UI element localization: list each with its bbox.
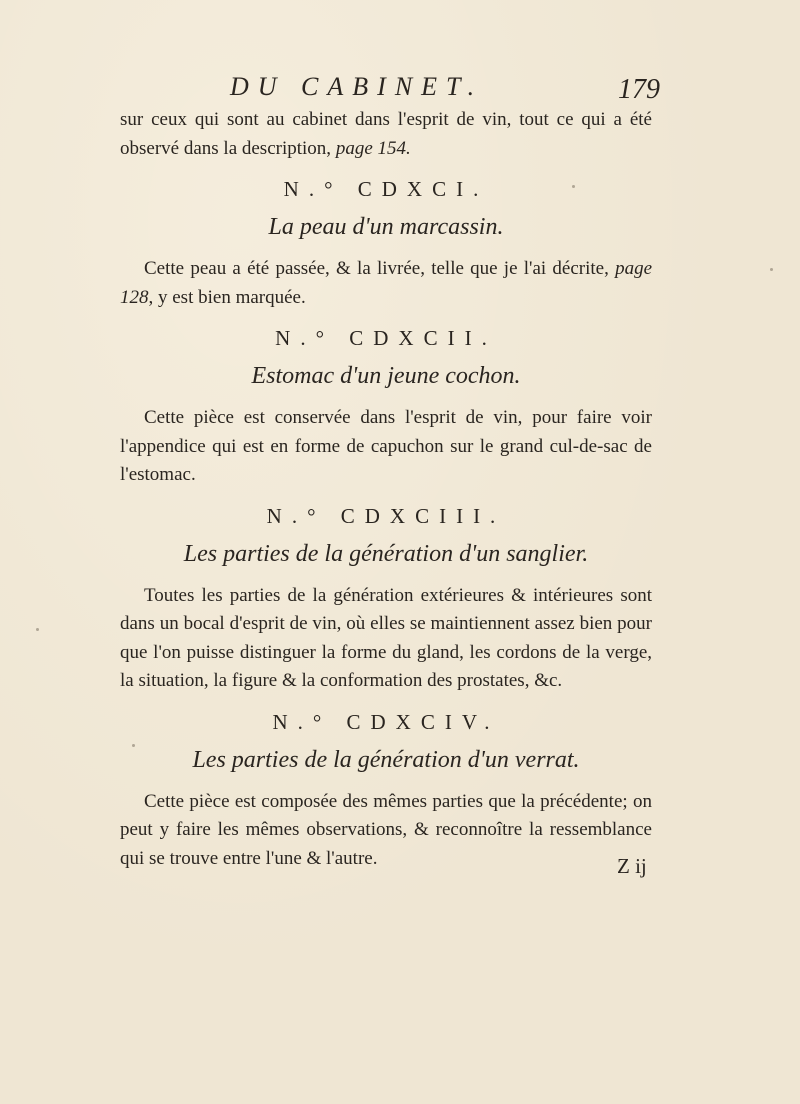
page-number: 179 — [618, 74, 660, 105]
paper-speck — [572, 185, 575, 188]
running-head: DU CABINET. — [230, 72, 484, 101]
intro-text: sur ceux qui sont au cabinet dans l'esprit de vin, tout ce qui a été observé dans la description, — [120, 109, 652, 159]
entry-494 — [120, 710, 652, 874]
entry-number: N.° CDXCIV. — [272, 709, 500, 734]
page-body — [120, 106, 652, 878]
entry-title: Les parties de la génération d'un verrat. — [192, 746, 580, 773]
signature-mark: Z ij — [617, 854, 647, 878]
entry-title: Estomac d'un jeune cochon. — [251, 363, 521, 389]
entry-title: La peau d'un marcassin. — [268, 214, 504, 240]
page-header — [230, 70, 660, 110]
entry-text — [120, 255, 652, 312]
entry-number: N.° CDXCIII. — [266, 503, 506, 528]
paper-speck — [132, 744, 135, 747]
entry-page-ref: page 128 — [120, 258, 652, 308]
entry-text-part: , y est bien marquée. — [148, 286, 306, 308]
entry-493 — [120, 504, 652, 696]
entry-text: Cette pièce est conservée dans l'esprit de vin, pour faire voir l'appendice qui est en forme de capuchon sur le grand cul-de-sac de l'estomac. — [120, 407, 652, 485]
paper-speck — [770, 268, 773, 271]
intro-page-ref: page 154. — [335, 137, 411, 159]
paper-speck — [36, 628, 39, 631]
intro-paragraph — [120, 106, 652, 163]
entry-text-part: Cette peau a été passée, & la livrée, telle que je l'ai décrite, — [144, 258, 616, 279]
entry-491 — [120, 177, 652, 312]
entry-text: Cette pièce est composée des mêmes parties que la précédente; on peut y faire les mêmes observations, & reconnoître la ressemblance qui se trouve entre l'une & l'autre. — [120, 790, 652, 869]
entry-number: N.° CDXCII. — [275, 326, 497, 350]
entry-text: Toutes les parties de la génération extérieures & intérieures sont dans un bocal d'esprit de vin, où elles se maintiennent assez bien pour que l'on puisse distinguer la forme du gland, les cordons de la verge, la situation, la figure & la conformation des prostates, &c. — [120, 584, 652, 691]
entry-number: N.° CDXCI. — [283, 177, 489, 201]
entry-492 — [120, 326, 652, 490]
entry-title: Les parties de la génération d'un sanglier. — [183, 540, 589, 567]
